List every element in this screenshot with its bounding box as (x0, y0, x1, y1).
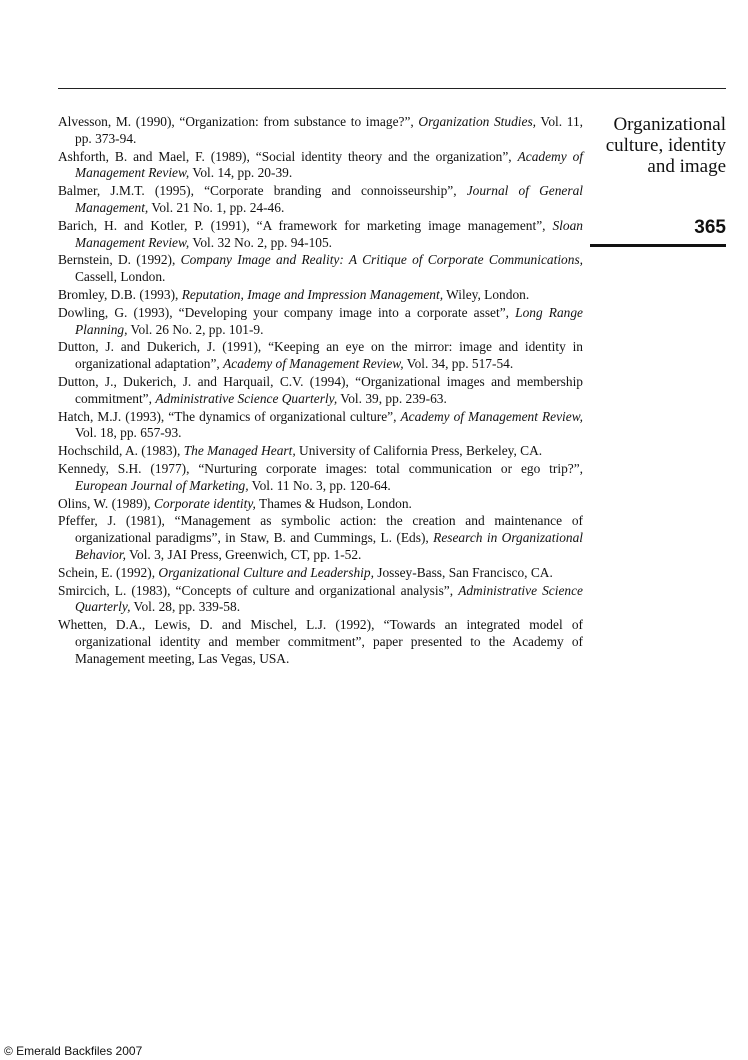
reference-text: Barich, H. and Kotler, P. (1991), “A framework for marketing image management”, (58, 217, 553, 233)
reference-entry (58, 461, 583, 495)
reference-text: Pfeffer, J. (1981), “Management as symbolic action: the creation and maintenance of organizational paradigms”, in Staw, B. and Cummings, L. (Eds), (58, 513, 583, 546)
reference-source: Research in Organizational Behavior, (75, 530, 584, 562)
reference-source: Administrative Science Quarterly, (75, 582, 583, 615)
reference-text: Olins, W. (1989), (58, 495, 154, 511)
reference-text: Kennedy, S.H. (1977), “Nurturing corporate images: total communication or ego trip?”, (58, 460, 583, 476)
reference-source: Organization Studies, (418, 114, 537, 129)
running-head-line: Organizational (613, 114, 726, 135)
header-rule (58, 88, 726, 89)
reference-details: Vol. 26 No. 2, pp. 101-9. (127, 321, 264, 337)
reference-entry (58, 305, 583, 339)
reference-entry (58, 218, 583, 252)
reference-source: Administrative Science Quarterly, (155, 390, 338, 406)
reference-text: Hatch, M.J. (1993), “The dynamics of organizational culture”, (58, 408, 401, 424)
copyright-footer: © Emerald Backfiles 2007 (4, 1044, 143, 1058)
running-head-title (576, 114, 726, 177)
reference-text: Alvesson, M. (1990), “Organization: from substance to image?”, (58, 114, 419, 129)
reference-source: Academy of Management Review, (223, 356, 404, 372)
reference-text: Bernstein, D. (1992), (58, 252, 181, 268)
running-head-line: and image (647, 156, 726, 177)
reference-entry (58, 339, 583, 373)
reference-details: Jossey-Bass, San Francisco, CA. (373, 564, 553, 580)
reference-source: Long Range Planning, (75, 304, 583, 337)
reference-text: Dutton, J. and Dukerich, J. (1991), “Keeping an eye on the mirror: image and identity in organizational adaptation”, (58, 339, 583, 372)
page-number: 365 (694, 217, 726, 238)
reference-source: Reputation, Image and Impression Management, (181, 286, 444, 302)
reference-details: Vol. 11 No. 3, pp. 120-64. (248, 477, 391, 493)
reference-entry (58, 565, 583, 582)
reference-text: Dutton, J., Dukerich, J. and Harquail, C.V. (1994), “Organizational images and membership commitment”, (58, 373, 583, 406)
reference-source: Academy of Management Review, (75, 148, 583, 181)
reference-list (58, 114, 583, 669)
reference-text: Balmer, J.M.T. (1995), “Corporate branding and connoisseurship”, (58, 183, 467, 199)
reference-details: Vol. 11, pp. 373-94. (75, 114, 584, 146)
reference-source: The Managed Heart, (183, 443, 296, 459)
reference-entry (58, 409, 583, 443)
reference-text: Hochschild, A. (1983), (58, 443, 184, 459)
reference-details: University of California Press, Berkeley, CA. (295, 443, 543, 459)
reference-text: Bromley, D.B. (1993), (58, 286, 182, 302)
reference-details: Vol. 34, pp. 517-54. (403, 356, 514, 372)
reference-details: Vol. 18, pp. 657-93. (75, 425, 182, 441)
reference-entry (58, 513, 583, 563)
reference-entry (58, 583, 583, 617)
reference-entry (58, 617, 583, 667)
reference-source: European Journal of Marketing, (75, 477, 249, 493)
reference-entry (58, 252, 583, 286)
reference-entry (58, 149, 583, 183)
reference-details: Vol. 32 No. 2, pp. 94-105. (189, 234, 332, 250)
reference-text: Whetten, D.A., Lewis, D. and Mischel, L.J. (1992), “Towards an integrated model of organizational identity and member commitment”, paper presented to the Academy of Management meeting, Las Vegas, USA. (58, 617, 583, 666)
reference-source: Company Image and Reality: A Critique of Corporate Communications, (180, 252, 583, 268)
reference-text: Dowling, G. (1993), “Developing your company image into a corporate asset”, (58, 304, 516, 320)
reference-details: Vol. 28, pp. 339-58. (130, 599, 241, 615)
reference-source: Academy of Management Review, (400, 408, 584, 424)
reference-source: Journal of General Management, (75, 183, 583, 215)
page-number-rule (590, 244, 726, 247)
reference-entry (58, 183, 583, 217)
reference-details: Thames & Hudson, London. (255, 495, 412, 511)
reference-text: Ashforth, B. and Mael, F. (1989), “Social identity theory and the organization”, (58, 148, 518, 164)
reference-details: Vol. 21 No. 1, pp. 24-46. (148, 199, 285, 215)
reference-details: Vol. 14, pp. 20-39. (189, 165, 293, 181)
reference-source: Corporate identity, (153, 495, 256, 511)
reference-entry (58, 114, 583, 148)
reference-entry (58, 496, 583, 513)
reference-entry (58, 287, 583, 304)
reference-source: Sloan Management Review, (75, 217, 583, 250)
reference-text: Schein, E. (1992), (58, 564, 159, 580)
running-head-line: culture, identity (605, 135, 726, 156)
reference-details: Vol. 39, pp. 239-63. (337, 390, 447, 406)
reference-details: Vol. 3, JAI Press, Greenwich, CT, pp. 1-52. (125, 546, 362, 562)
reference-entry (58, 374, 583, 408)
reference-text: Smircich, L. (1983), “Concepts of culture and organizational analysis”, (58, 582, 459, 598)
reference-source: Organizational Culture and Leadership, (158, 564, 374, 580)
reference-details: Wiley, London. (443, 286, 530, 302)
reference-entry (58, 443, 583, 460)
reference-details: Cassell, London. (75, 269, 166, 285)
